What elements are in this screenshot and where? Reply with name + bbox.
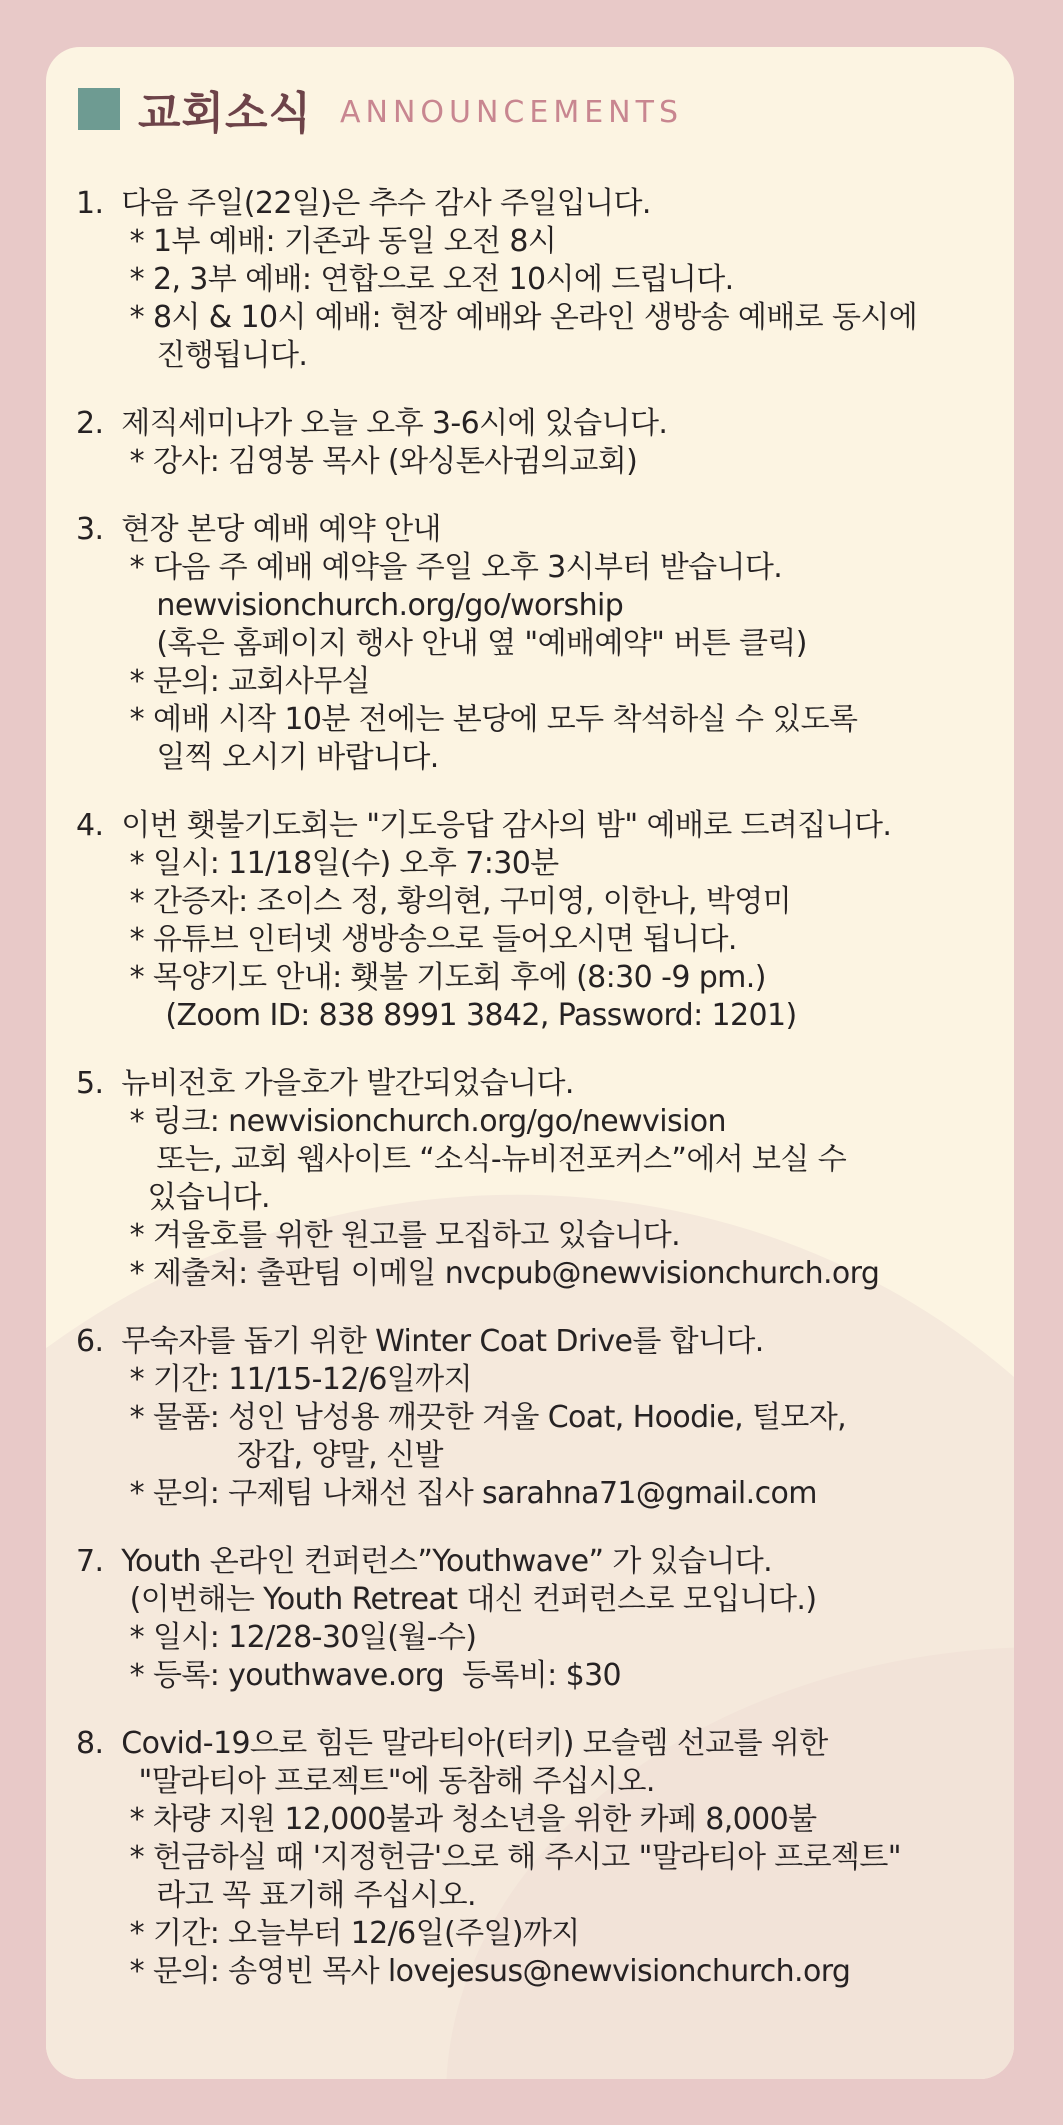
announcement-line: 4. 이번 횃불기도회는 "기도응답 감사의 밤" 예배로 드려집니다.: [76, 808, 892, 843]
announcement-line: 3. 현장 본당 예배 예약 안내: [76, 512, 441, 547]
section-header: [78, 77, 683, 141]
announcement-line: 5. 뉴비전호 가을호가 발간되었습니다.: [76, 1066, 574, 1101]
announcement-line: * 겨울호를 위한 원고를 모집하고 있습니다.: [76, 1218, 681, 1253]
announcement-line: * 문의: 교회사무실: [76, 664, 371, 699]
announcement-line: * 기간: 11/15-12/6일까지: [76, 1362, 472, 1397]
announcement-line: 7. Youth 온라인 컨퍼런스”Youthwave” 가 있습니다.: [76, 1544, 773, 1579]
announcement-item: [76, 511, 996, 777]
announcement-line: 일찍 오시기 바랍니다.: [76, 740, 439, 775]
announcement-line: * 제출처: 출판팀 이메일 nvcpub@newvisionchurch.org: [76, 1256, 880, 1291]
announcement-line: * 일시: 11/18일(수) 오후 7:30분: [76, 846, 559, 881]
announcement-line: * 간증자: 조이스 정, 황의현, 구미영, 이한나, 박영미: [76, 884, 792, 919]
announcement-line: * 링크: newvisionchurch.org/go/newvision: [76, 1104, 726, 1139]
announcement-line: "말라티아 프로젝트"에 동참해 주십시오.: [76, 1764, 655, 1799]
announcement-item: [76, 1543, 996, 1695]
announcement-item: [76, 405, 996, 481]
announcement-line: * 유튜브 인터넷 생방송으로 들어오시면 됩니다.: [76, 922, 737, 957]
announcement-line: 라고 꼭 표기해 주십시오.: [76, 1878, 476, 1913]
announcement-line: * 2, 3부 예배: 연합으로 오전 10시에 드립니다.: [76, 262, 734, 297]
announcement-line: * 차량 지원 12,000불과 청소년을 위한 카페 8,000불: [76, 1802, 817, 1837]
square-bullet-icon: [78, 88, 120, 130]
announcement-line: 1. 다음 주일(22일)은 추수 감사 주일입니다.: [76, 186, 651, 221]
announcement-line: 2. 제직세미나가 오늘 오후 3-6시에 있습니다.: [76, 406, 668, 441]
announcement-line: * 8시 & 10시 예배: 현장 예배와 온라인 생방송 예배로 동시에: [76, 300, 918, 335]
title-english: ANNOUNCEMENTS: [340, 94, 683, 130]
announcement-line: * 일시: 12/28-30일(월-수): [76, 1620, 477, 1655]
announcement-card: [46, 47, 1014, 2079]
announcement-item: [76, 807, 996, 1035]
announcement-line: * 문의: 구제팀 나채선 집사 sarahna71@gmail.com: [76, 1476, 817, 1511]
announcement-line: 또는, 교회 웹사이트 “소식-뉴비전포커스”에서 보실 수: [76, 1142, 847, 1177]
announcement-line: 있습니다.: [76, 1180, 270, 1215]
announcement-line: 장갑, 양말, 신발: [76, 1438, 443, 1473]
announcement-line: * 1부 예배: 기존과 동일 오전 8시: [76, 224, 557, 259]
announcement-item: [76, 1725, 996, 1991]
announcement-line: 8. Covid-19으로 힘든 말라티아(터키) 모슬렘 선교를 위한: [76, 1726, 828, 1761]
announcement-item: [76, 185, 996, 375]
announcement-line: * 등록: youthwave.org 등록비: $30: [76, 1658, 622, 1693]
announcement-line: newvisionchurch.org/go/worship: [76, 588, 624, 623]
announcement-item: [76, 1323, 996, 1513]
announcement-line: * 목양기도 안내: 횃불 기도회 후에 (8:30 -9 pm.): [76, 960, 766, 995]
announcement-line: * 다음 주 예배 예약을 주일 오후 3시부터 받습니다.: [76, 550, 783, 585]
announcement-line: * 헌금하실 때 '지정헌금'으로 해 주시고 "말라티아 프로젝트": [76, 1840, 902, 1875]
announcement-list: [76, 185, 996, 2021]
title-korean: 교회소식: [138, 88, 313, 139]
announcement-line: * 문의: 송영빈 목사 lovejesus@newvisionchurch.org: [76, 1954, 851, 1989]
announcement-line: * 예배 시작 10분 전에는 본당에 모두 착석하실 수 있도록: [76, 702, 858, 737]
announcement-line: 6. 무숙자를 돕기 위한 Winter Coat Drive를 합니다.: [76, 1324, 764, 1359]
announcement-line: (이번해는 Youth Retreat 대신 컨퍼런스로 모입니다.): [76, 1582, 817, 1617]
announcement-line: * 물품: 성인 남성용 깨끗한 겨울 Coat, Hoodie, 털모자,: [76, 1400, 847, 1435]
announcement-line: * 기간: 오늘부터 12/6일(주일)까지: [76, 1916, 580, 1951]
announcement-line: (Zoom ID: 838 8991 3842, Password: 1201): [76, 998, 797, 1033]
announcement-line: (혹은 홈페이지 행사 안내 옆 "예배예약" 버튼 클릭): [76, 626, 807, 661]
announcement-item: [76, 1065, 996, 1293]
announcement-line: 진행됩니다.: [76, 338, 308, 373]
announcement-line: * 강사: 김영봉 목사 (와싱톤사귐의교회): [76, 444, 638, 479]
